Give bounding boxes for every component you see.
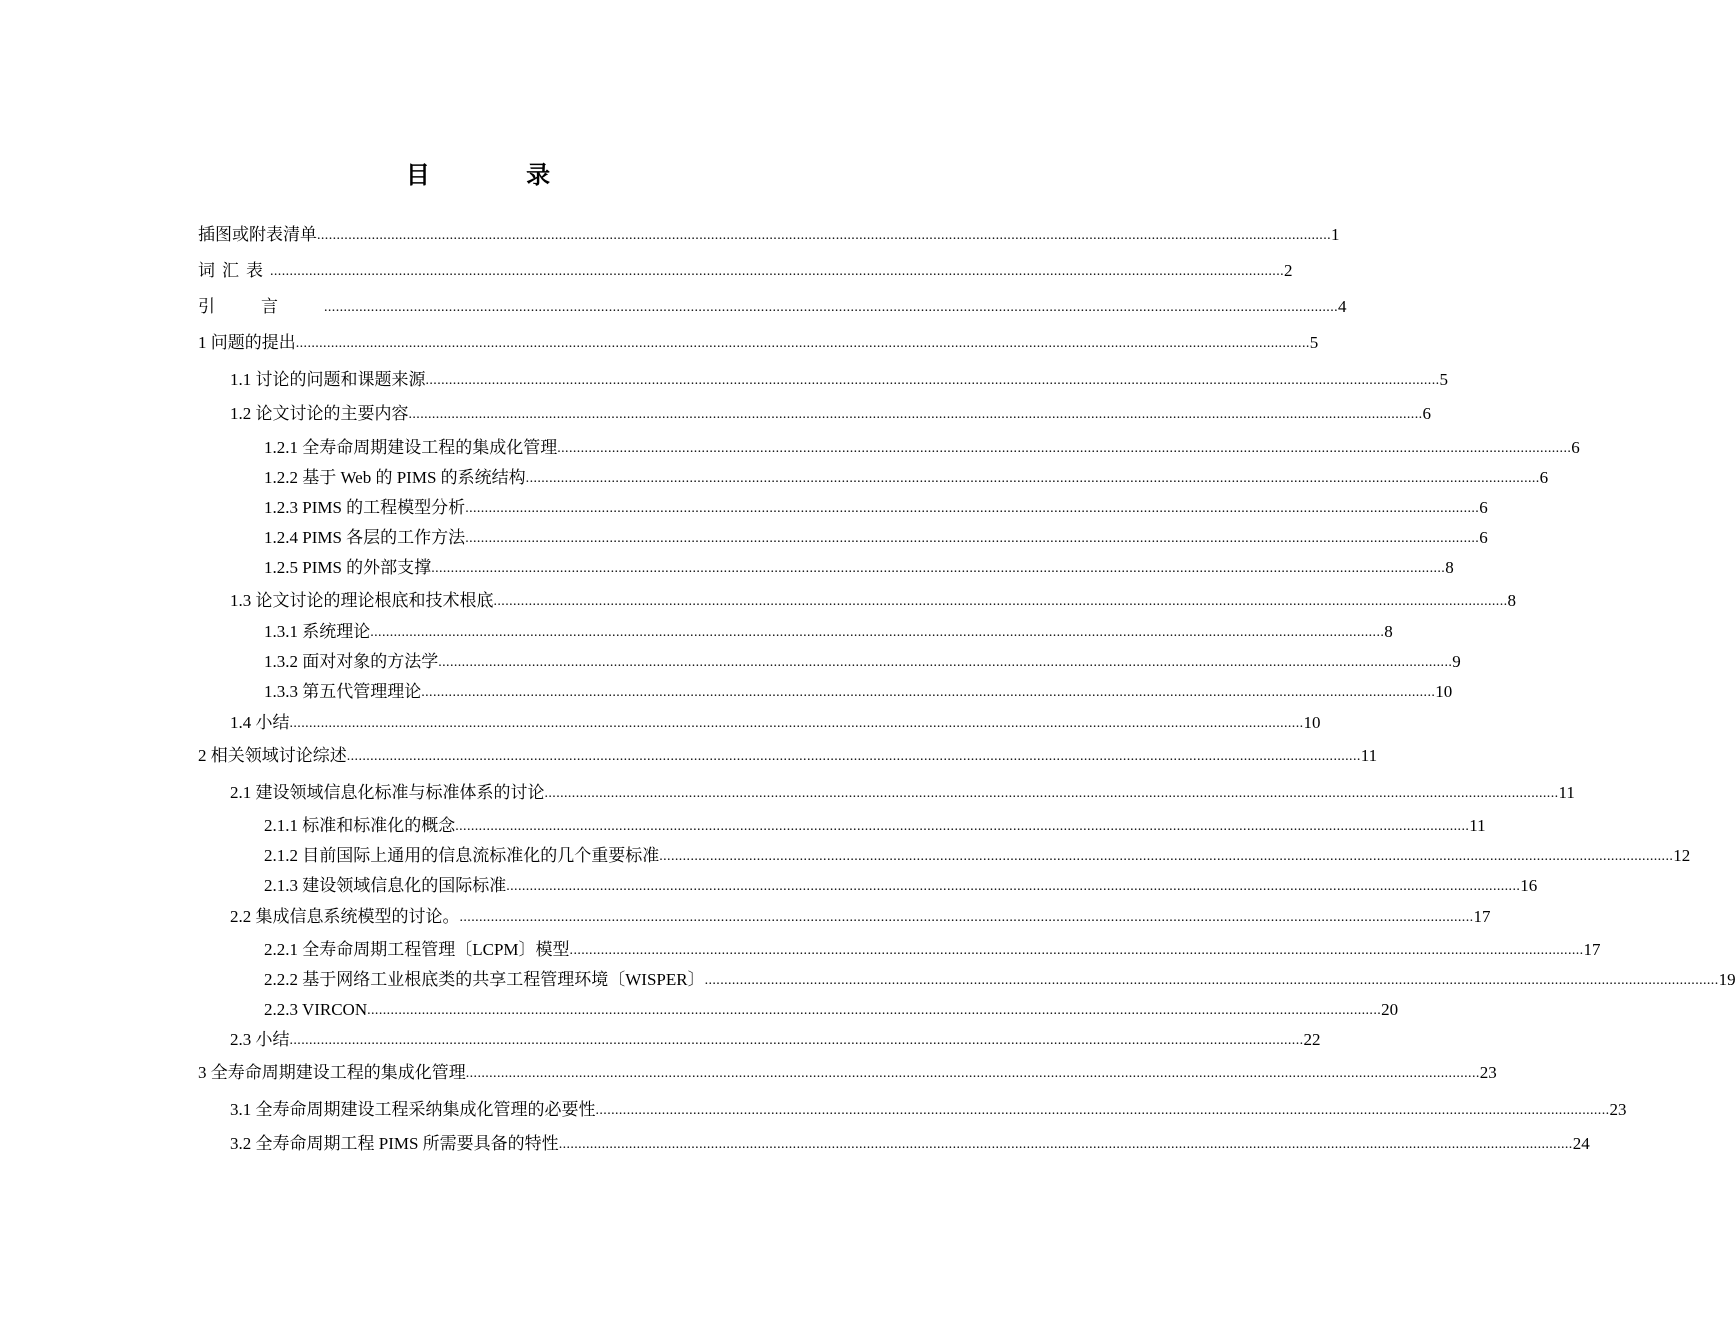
toc-entry-page-number: 17 (1473, 907, 1491, 926)
toc-entry-label: 1.3.1 系统理论 (264, 622, 371, 641)
toc-entry[interactable] (230, 367, 1448, 391)
toc-entry[interactable] (264, 843, 1691, 867)
toc-leader-dots: .................................................................................................................................................................................................................................................................... (324, 300, 1338, 315)
toc-entry[interactable] (230, 710, 1321, 734)
toc-entry-label: 2.3 小结 (230, 1030, 290, 1049)
toc-entry-label: 2.1.2 目前国际上通用的信息流标准化的几个重要标准 (264, 846, 660, 865)
toc-leader-dots: .................................................................................................................................................................................................................................................................... (370, 625, 1385, 640)
toc-entry[interactable] (264, 649, 1461, 673)
toc-entry-label: 1 问题的提出 (198, 333, 296, 352)
toc-entry-label: 词汇表 (198, 261, 270, 280)
toc-entry-page-number: 19 (1718, 970, 1736, 989)
toc-leader-dots: .................................................................................................................................................................................................................................................................... (367, 1003, 1382, 1018)
toc-entry-label: 2.2.3 VIRCON (264, 1000, 368, 1019)
toc-entry[interactable] (264, 525, 1488, 549)
toc-entry-page-number: 2 (1284, 261, 1293, 280)
toc-leader-dots: .................................................................................................................................................................................................................................................................... (557, 441, 1572, 456)
toc-entry-page-number: 6 (1422, 404, 1431, 423)
toc-leader-dots: .................................................................................................................................................................................................................................................................... (295, 336, 1310, 351)
toc-leader-dots: .................................................................................................................................................................................................................................................................... (465, 531, 1480, 546)
toc-entry-label: 1.1 讨论的问题和课题来源 (230, 370, 426, 389)
toc-leader-dots: .................................................................................................................................................................................................................................................................... (455, 819, 1470, 834)
toc-leader-dots: .................................................................................................................................................................................................................................................................... (270, 264, 1284, 279)
toc-leader-dots: .................................................................................................................................................................................................................................................................... (408, 407, 1423, 422)
toc-entry-page-number: 5 (1309, 333, 1319, 352)
toc-entry-label: 1.2.3 PIMS 的工程模型分析 (264, 498, 466, 517)
toc-leader-dots: .................................................................................................................................................................................................................................................................... (431, 561, 1446, 576)
toc-entry-label: 1.2.5 PIMS 的外部支撑 (264, 558, 432, 577)
toc-entry-page-number: 9 (1452, 652, 1461, 671)
toc-leader-dots: .................................................................................................................................................................................................................................................................... (425, 373, 1440, 388)
toc-entry[interactable] (198, 258, 1293, 282)
toc-entry-page-number: 6 (1479, 498, 1488, 517)
toc-entry-label: 插图或附表清单 (198, 225, 317, 244)
toc-entry-page-number: 10 (1435, 682, 1453, 701)
toc-entry-page-number: 20 (1381, 1000, 1399, 1019)
toc-entry-label: 1.2.4 PIMS 各层的工作方法 (264, 528, 466, 547)
toc-entry-page-number: 11 (1360, 746, 1378, 765)
toc-entry-label: 2.2.2 基于网络工业根底类的共享工程管理环境〔WISPER〕 (264, 970, 705, 989)
toc-entry-label: 2 相关领域讨论综述 (198, 746, 347, 765)
toc-entry[interactable] (264, 679, 1453, 703)
toc-entry-page-number: 16 (1520, 876, 1538, 895)
toc-leader-dots: .................................................................................................................................................................................................................................................................... (465, 1066, 1480, 1081)
toc-entry[interactable] (264, 997, 1399, 1021)
toc-leader-dots: .................................................................................................................................................................................................................................................................... (493, 594, 1508, 609)
toc-leader-dots: .................................................................................................................................................................................................................................................................... (558, 1137, 1573, 1152)
toc-entry-page-number: 10 (1303, 713, 1321, 732)
toc-entry[interactable] (230, 401, 1431, 425)
toc-entry[interactable] (198, 330, 1319, 354)
toc-entry-page-number: 5 (1439, 370, 1448, 389)
toc-entry[interactable] (198, 222, 1340, 246)
toc-leader-dots: .................................................................................................................................................................................................................................................................... (659, 849, 1674, 864)
toc-entry-page-number: 11 (1558, 783, 1575, 802)
toc-leader-dots: .................................................................................................................................................................................................................................................................... (421, 685, 1436, 700)
toc-entry[interactable] (230, 904, 1491, 928)
toc-entry[interactable] (230, 588, 1516, 612)
toc-entry-page-number: 8 (1445, 558, 1454, 577)
toc-entry-label: 3.2 全寿命周期工程 PIMS 所需要具备的特性 (230, 1134, 559, 1153)
toc-entry-page-number: 24 (1572, 1134, 1590, 1153)
toc-leader-dots: .................................................................................................................................................................................................................................................................... (506, 879, 1521, 894)
toc-entry[interactable] (264, 967, 1736, 991)
toc-entry-label: 引言 (198, 297, 324, 316)
toc-entry-page-number: 11 (1469, 816, 1486, 835)
toc-entry[interactable] (264, 873, 1538, 897)
toc-entry-page-number: 17 (1583, 940, 1601, 959)
toc-leader-dots: .................................................................................................................................................................................................................................................................... (289, 716, 1304, 731)
toc-entry-page-number: 23 (1609, 1100, 1627, 1119)
toc-entry-page-number: 1 (1331, 225, 1340, 244)
toc-entry[interactable] (264, 937, 1601, 961)
toc-entry[interactable] (264, 555, 1454, 579)
toc-entry[interactable] (230, 1027, 1321, 1051)
toc-entry-page-number: 12 (1673, 846, 1691, 865)
toc-entry-label: 1.2.1 全寿命周期建设工程的集成化管理 (264, 438, 558, 457)
toc-entry-page-number: 4 (1338, 297, 1347, 316)
toc-entry-label: 2.1.1 标准和标准化的概念 (264, 816, 456, 835)
toc-entry[interactable] (264, 813, 1486, 837)
toc-entry-label: 2.1.3 建设领域信息化的国际标准 (264, 876, 507, 895)
toc-entry-page-number: 8 (1507, 591, 1516, 610)
toc-entry-label: 1.3.3 第五代管理理论 (264, 682, 422, 701)
page-title: 目 录 (405, 161, 595, 189)
toc-leader-dots: .................................................................................................................................................................................................................................................................... (346, 749, 1361, 764)
toc-entry-page-number: 22 (1303, 1030, 1321, 1049)
toc-entry[interactable] (198, 1060, 1497, 1084)
toc-entry-page-number: 6 (1539, 468, 1549, 487)
toc-leader-dots: .................................................................................................................................................................................................................................................................... (438, 655, 1453, 670)
toc-entry[interactable] (230, 780, 1575, 804)
toc-leader-dots: .................................................................................................................................................................................................................................................................... (525, 471, 1540, 486)
toc-entry[interactable] (264, 465, 1549, 489)
toc-entry-label: 1.3.2 面对对象的方法学 (264, 652, 439, 671)
toc-entry-label: 1.4 小结 (230, 713, 290, 732)
toc-entry-label: 1.2 论文讨论的主要内容 (230, 404, 409, 423)
toc-entry-label: 1.2.2 基于 Web 的 PIMS 的系统结构 (264, 468, 526, 487)
toc-leader-dots: .................................................................................................................................................................................................................................................................... (317, 228, 1331, 243)
toc-entry[interactable] (198, 743, 1378, 767)
toc-leader-dots: .................................................................................................................................................................................................................................................................... (569, 943, 1584, 958)
toc-entry-label: 2.2.1 全寿命周期工程管理〔LCPM〕模型 (264, 940, 570, 959)
toc-leader-dots: .................................................................................................................................................................................................................................................................... (544, 786, 1559, 801)
toc-entry-page-number: 23 (1479, 1063, 1497, 1082)
toc-entry-label: 2.1 建设领域信息化标准与标准体系的讨论 (230, 783, 545, 802)
toc-entry[interactable] (230, 1131, 1590, 1155)
toc-entry[interactable] (264, 435, 1580, 459)
toc-leader-dots: .................................................................................................................................................................................................................................................................... (595, 1103, 1610, 1118)
toc-entry-page-number: 8 (1384, 622, 1393, 641)
toc-entry-label: 3.1 全寿命周期建设工程采纳集成化管理的必要性 (230, 1100, 596, 1119)
toc-entry-page-number: 6 (1571, 438, 1580, 457)
toc-leader-dots: .................................................................................................................................................................................................................................................................... (465, 501, 1480, 516)
toc-entry-label: 1.3 论文讨论的理论根底和技术根底 (230, 591, 494, 610)
toc-entry[interactable] (230, 1097, 1627, 1121)
toc-leader-dots: .................................................................................................................................................................................................................................................................... (289, 1033, 1304, 1048)
toc-entry-label: 3 全寿命周期建设工程的集成化管理 (198, 1063, 466, 1082)
toc-entry-page-number: 6 (1479, 528, 1488, 547)
toc-entry[interactable] (198, 294, 1347, 318)
toc-leader-dots: .................................................................................................................................................................................................................................................................... (459, 910, 1474, 925)
toc-entry[interactable] (264, 619, 1393, 643)
toc-entry[interactable] (264, 495, 1488, 519)
toc-entry-label: 2.2 集成信息系统模型的讨论。 (230, 907, 460, 926)
toc-leader-dots: .................................................................................................................................................................................................................................................................... (704, 973, 1719, 988)
